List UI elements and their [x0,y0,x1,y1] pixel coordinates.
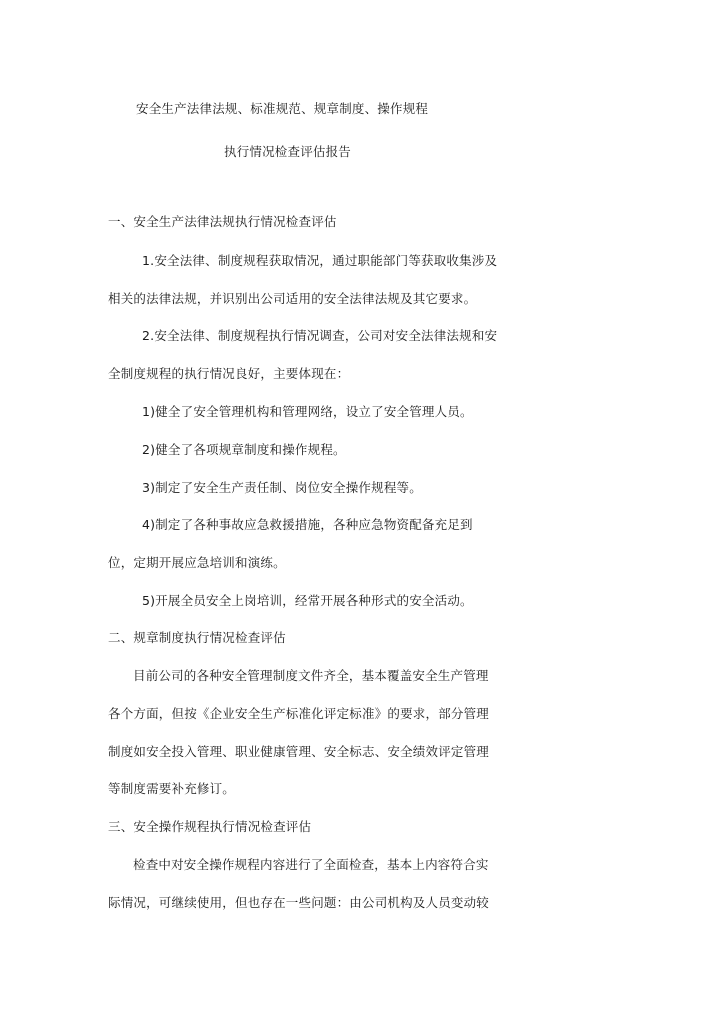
list-item-2: 2)健全了各项规章制度和操作规程。 [142,442,346,457]
list-item-4-line-2: 位，定期开展应急培训和演练。 [108,555,286,570]
section-2-line-3: 制度如安全投入管理、职业健康管理、安全标志、安全绩效评定管理 [108,744,490,759]
list-item-3: 3)制定了安全生产责任制、岗位安全操作规程等。 [142,480,422,495]
section-2-line-4: 等制度需要补充修订。 [108,781,236,796]
section-2-line-1: 目前公司的各种安全管理制度文件齐全，基本覆盖安全生产管理 [133,668,489,683]
section-1-heading: 一、安全生产法律法规执行情况检查评估 [108,214,337,229]
section-1-paragraph-2-line-1: 2.安全法律、制度规程执行情况调查，公司对安全法律法规和安 [142,328,498,343]
title-line-2: 执行情况检查评估报告 [224,144,352,159]
title-line-1: 安全生产法律法规、标准规范、规章制度、操作规程 [136,101,429,116]
section-3-heading: 三、安全操作规程执行情况检查评估 [108,819,312,834]
list-item-5: 5)开展全员安全上岗培训，经常开展各种形式的安全活动。 [142,593,473,608]
section-3-line-1: 检查中对安全操作规程内容进行了全面检查，基本上内容符合实 [133,857,489,872]
section-3-line-2: 际情况，可继续使用，但也存在一些问题：由公司机构及人员变动较 [108,895,490,910]
section-1-paragraph-2-line-2: 全制度规程的执行情况良好，主要体现在： [108,366,350,381]
section-2-heading: 二、规章制度执行情况检查评估 [108,630,286,645]
list-item-1: 1)健全了安全管理机构和管理网络，设立了安全管理人员。 [142,404,473,419]
list-item-4-line-1: 4)制定了各种事故应急救援措施，各种应急物资配备充足到 [142,517,473,532]
section-1-paragraph-1-line-1: 1.安全法律、制度规程获取情况，通过职能部门等获取收集涉及 [142,253,498,268]
section-1-paragraph-1-line-2: 相关的法律法规，并识别出公司适用的安全法律法规及其它要求。 [108,291,477,306]
section-2-line-2: 各个方面，但按《企业安全生产标准化评定标准》的要求，部分管理 [108,706,490,721]
